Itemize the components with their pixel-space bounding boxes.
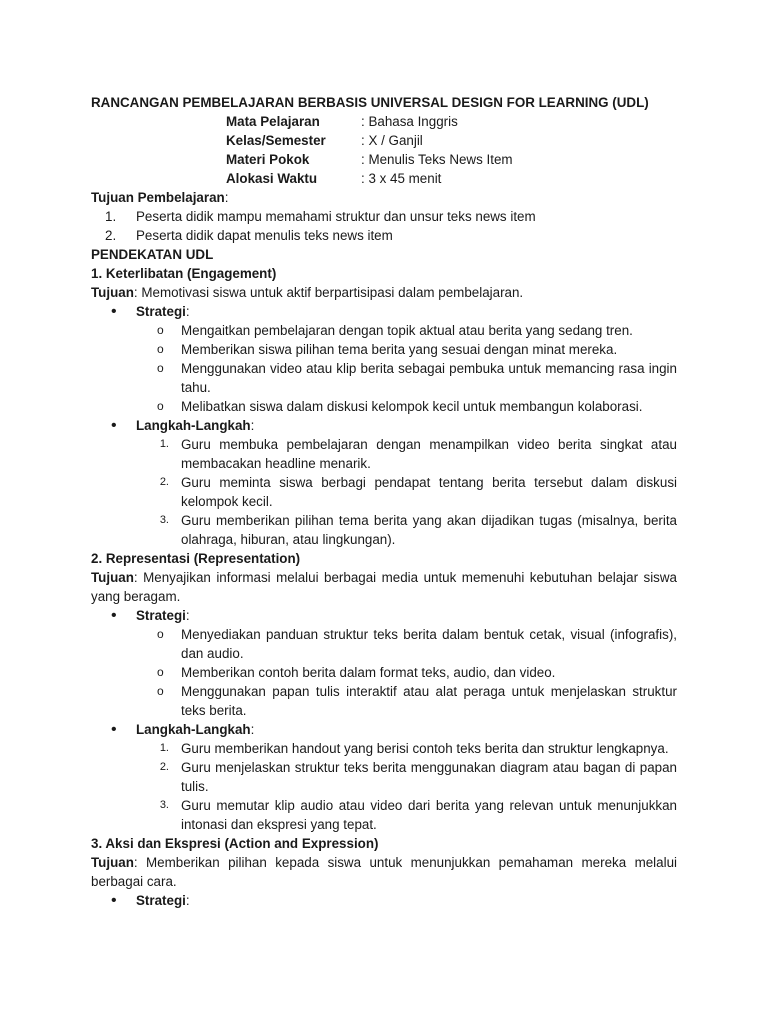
circle-bullet-icon: o: [157, 684, 164, 698]
item-text: Menggunakan video atau klip berita sebagai pembuka untuk memancing rasa ingin tahu.: [181, 361, 677, 395]
meta-row: [91, 131, 677, 150]
tujuan-label: Tujuan: [91, 285, 134, 300]
strategi: [91, 891, 677, 910]
section-heading: 1. Keterlibatan (Engagement): [91, 266, 277, 281]
item-text: Peserta didik dapat menulis teks news item: [136, 228, 393, 243]
colon: :: [185, 893, 190, 908]
strategi-item: [91, 321, 677, 340]
strategi-item: [91, 663, 677, 682]
strategi-label: Strategi: [136, 304, 186, 319]
item-text: Peserta didik mampu memahami struktur dan unsur teks news item: [136, 209, 536, 224]
meta-label: Kelas/Semester: [226, 133, 326, 148]
tujuan-text: : Memotivasi siswa untuk aktif berpartisipasi dalam pembelajaran.: [133, 285, 524, 300]
strategi: [91, 606, 677, 625]
circle-bullet-icon: o: [157, 627, 164, 641]
tujuan-pembelajaran-heading: [91, 188, 677, 207]
langkah-langkah-label: Langkah-Langkah: [136, 722, 251, 737]
step-number: 3.: [159, 799, 169, 811]
langkah-langkah: [91, 416, 677, 435]
meta-value: : 3 x 45 menit: [361, 171, 442, 186]
colon: :: [250, 722, 255, 737]
item-text: Guru memberikan pilihan tema berita yang akan dijadikan tugas (misalnya, berita olahraga, hiburan, atau lingkungan).: [181, 513, 677, 547]
langkah-item: [91, 739, 677, 758]
item-text: Mengaitkan pembelajaran dengan topik aktual atau berita yang sedang tren.: [181, 323, 633, 338]
step-number: 3.: [159, 514, 169, 526]
item-text: Guru meminta siswa berbagi pendapat tentang berita tersebut dalam diskusi kelompok kecil.: [181, 475, 677, 509]
item-text: Memberikan contoh berita dalam format teks, audio, dan video.: [181, 665, 556, 680]
strategi-label: Strategi: [136, 893, 186, 908]
tujuan-item: [91, 226, 677, 245]
strategi-item: [91, 625, 677, 663]
circle-bullet-icon: o: [157, 342, 164, 356]
langkah-item: [91, 435, 677, 473]
meta-label: Mata Pelajaran: [226, 114, 320, 129]
langkah-langkah-label: Langkah-Langkah: [136, 418, 251, 433]
langkah-item: [91, 796, 677, 834]
item-text: Memberikan siswa pilihan tema berita yang sesuai dengan minat mereka.: [181, 342, 618, 357]
item-text: Melibatkan siswa dalam diskusi kelompok kecil untuk membangun kolaborasi.: [181, 399, 643, 414]
tujuan-label: Tujuan: [91, 570, 134, 585]
strategi-item: [91, 340, 677, 359]
item-text: Guru memutar klip audio atau video dari berita yang relevan untuk menunjukkan intonasi dan ekspresi yang tepat.: [181, 798, 677, 832]
step-number: 2.: [159, 476, 169, 488]
meta-value: : Menulis Teks News Item: [361, 152, 513, 167]
item-text: Guru memberikan handout yang berisi contoh teks berita dan struktur lengkapnya.: [181, 741, 669, 756]
meta-row: [91, 169, 677, 188]
item-text: Guru membuka pembelajaran dengan menampilkan video berita singkat atau membacakan headline menarik.: [181, 437, 677, 471]
strategi: [91, 302, 677, 321]
circle-bullet-icon: o: [157, 665, 164, 679]
colon: :: [185, 608, 190, 623]
langkah-langkah: [91, 720, 677, 739]
tujuan-text: : Menyajikan informasi melalui berbagai media untuk memenuhi kebutuhan belajar siswa yang beragam.: [91, 570, 677, 604]
meta-label: Materi Pokok: [226, 152, 310, 167]
tujuan-text: : Memberikan pilihan kepada siswa untuk menunjukkan pemahaman mereka melalui berbagai cara.: [91, 855, 677, 889]
section-tujuan: [91, 853, 677, 891]
meta-row: [91, 150, 677, 169]
langkah-item: [91, 511, 677, 549]
strategi-item: [91, 359, 677, 397]
langkah-item: [91, 758, 677, 796]
strategi-item: [91, 682, 677, 720]
section-tujuan: [91, 568, 677, 606]
meta-label: Alokasi Waktu: [226, 171, 318, 186]
meta-value: : Bahasa Inggris: [361, 114, 458, 129]
item-number: 2.: [105, 228, 117, 243]
colon: :: [224, 190, 229, 205]
item-text: Guru menjelaskan struktur teks berita menggunakan diagram atau bagan di papan tulis.: [181, 760, 677, 794]
document-page: [91, 93, 677, 910]
step-number: 2.: [159, 761, 169, 773]
bullet-icon: •: [111, 417, 117, 434]
item-text: Menggunakan papan tulis interaktif atau alat peraga untuk menjelaskan struktur teks berita.: [181, 684, 677, 718]
meta-value: : X / Ganjil: [361, 133, 423, 148]
tujuan-pembelajaran-label: Tujuan Pembelajaran: [91, 190, 225, 205]
step-number: 1.: [159, 438, 169, 450]
bullet-icon: •: [111, 892, 117, 909]
meta-row: [91, 112, 677, 131]
circle-bullet-icon: o: [157, 399, 164, 413]
section-heading: 2. Representasi (Representation): [91, 551, 301, 566]
bullet-icon: •: [111, 721, 117, 738]
tujuan-label: Tujuan: [91, 855, 134, 870]
item-number: 1.: [105, 209, 117, 224]
circle-bullet-icon: o: [157, 361, 164, 375]
strategi-item: [91, 397, 677, 416]
colon: :: [185, 304, 190, 319]
section-tujuan: [91, 283, 677, 302]
bullet-icon: •: [111, 303, 117, 320]
bullet-icon: •: [111, 607, 117, 624]
colon: :: [250, 418, 255, 433]
circle-bullet-icon: o: [157, 323, 164, 337]
step-number: 1.: [159, 742, 169, 754]
pendekatan-heading: PENDEKATAN UDL: [91, 247, 214, 262]
langkah-item: [91, 473, 677, 511]
item-text: Menyediakan panduan struktur teks berita dalam bentuk cetak, visual (infografis), dan audio.: [181, 627, 677, 661]
tujuan-item: [91, 207, 677, 226]
section-heading: 3. Aksi dan Ekspresi (Action and Expression): [91, 836, 379, 851]
strategi-label: Strategi: [136, 608, 186, 623]
document-title: RANCANGAN PEMBELAJARAN BERBASIS UNIVERSAL DESIGN FOR LEARNING (UDL): [91, 95, 649, 110]
